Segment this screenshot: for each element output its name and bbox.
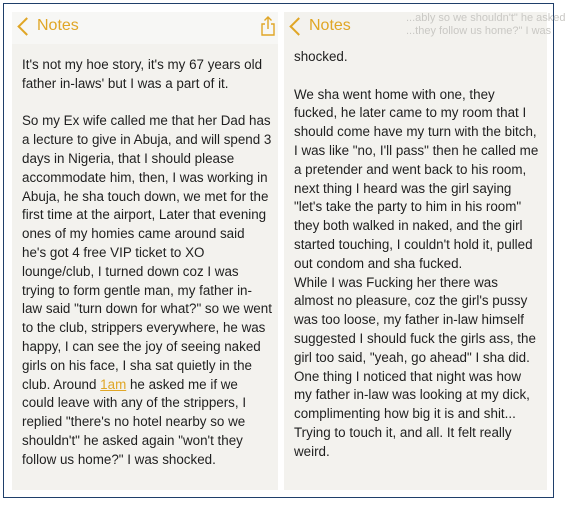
note-body[interactable] (294, 48, 541, 462)
note-paragraph (22, 112, 276, 469)
nav-bar (12, 12, 278, 44)
share-icon[interactable] (260, 16, 276, 36)
back-button[interactable] (16, 17, 79, 35)
note-paragraph: shocked. (294, 49, 348, 64)
ghost-scrolled-text: ...ably so we shouldn't" he asked ...they follow us home?" I was (406, 12, 566, 37)
note-text: So my Ex wife called me that her Dad has a lecture to give in Abuja, and will spend 3 days in Nigeria, that I should please accommodate him, then, I was working in Abuja, he sha touch down, we met for the first time at the airport, Later that evening ones of my homies came around said he's got 4 free VIP ticket to XO lounge/club, I turned down coz I was trying to form gentle man, my father in-law said "turn down for what?" so we went to the club, strippers everywhere, he was happy, I can see the joy of seeing naked girls on his face, I sha sat quietly in the club. Around (22, 113, 276, 392)
back-button[interactable] (288, 17, 351, 35)
notes-screen-left (12, 12, 278, 490)
chevron-left-icon (289, 17, 307, 35)
note-paragraph: One thing I noticed that night was how my father in-law was looking at my dick, complimenting how big it is and shit... Trying to touch it, and all. It felt really weird. (294, 368, 534, 459)
time-link[interactable]: 1am (100, 376, 127, 392)
note-paragraph: It's not my hoe story, it's my 67 years old father in-laws' but I was a part of it. (22, 57, 266, 91)
screenshot-frame (3, 3, 566, 498)
note-paragraph: While I was Fucking her there was almost no pleasure, coz the girl's pussy was too loose, my father in-law himself suggested I should fuck the girls ass, the girl too said, "yeah, go ahead" I sha did. (294, 274, 540, 365)
back-label: Notes (37, 17, 79, 34)
chevron-left-icon (17, 17, 35, 35)
nav-bar (284, 12, 547, 44)
note-text: he asked me if we could leave with any of the strippers, I replied "there's no hotel nearby so we shouldn't" he asked again "won't they follow us home?" I was shocked. (22, 376, 250, 467)
back-label: Notes (309, 17, 351, 34)
note-paragraph: We sha went home with one, they fucked, he later came to my room that I should come have my turn with the bitch, I was like "no, I'll pass" then he called me a pretender and went back to his room, next thing I heard was the girl saying "let's take the party to him in his room" they both walked in naked, and the girl started touching, I couldn't hold it, pulled out condom and sha fucked. (294, 86, 543, 271)
notes-screen-right (284, 12, 566, 490)
note-body[interactable] (22, 56, 276, 470)
